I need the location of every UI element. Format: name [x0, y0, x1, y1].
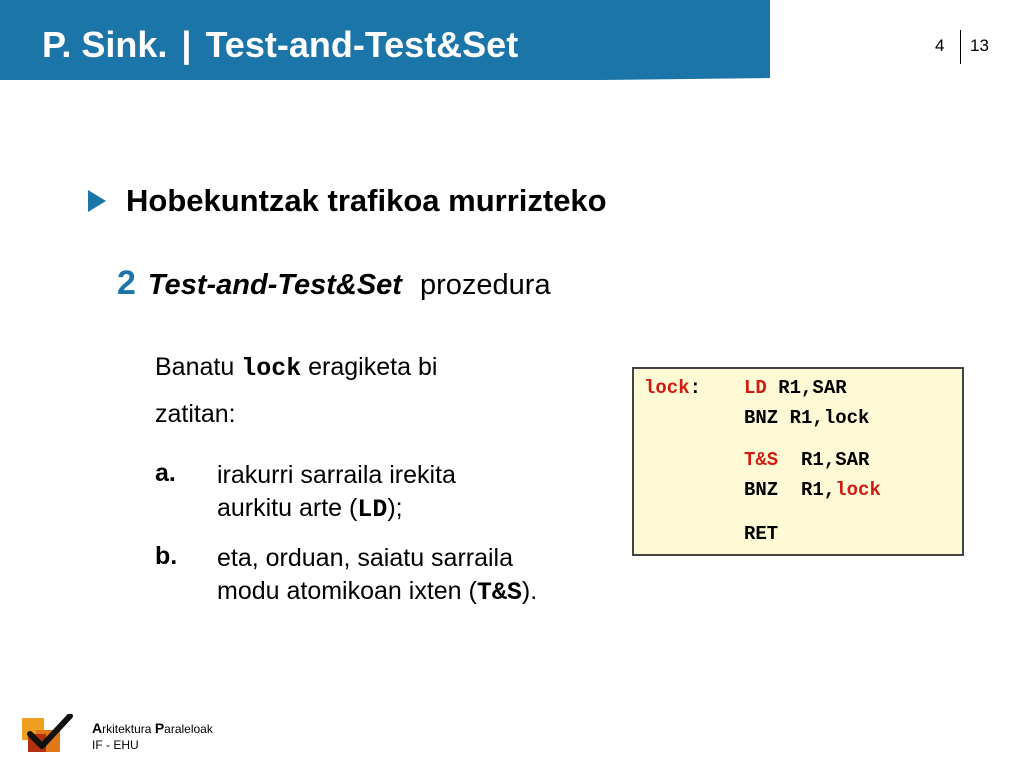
item-b-label: b. [155, 542, 178, 570]
code-ts: T&S [476, 577, 522, 607]
code-lock: lock [241, 354, 302, 383]
slide-title [42, 24, 518, 66]
item-a-label: a. [155, 459, 176, 487]
code-line-3: T&S R1,SAR [744, 449, 870, 471]
title-text: Test-and-Test&Set [205, 24, 519, 65]
code-line-5: RET [744, 523, 779, 545]
item-a-text: irakurri sarraila irekita aurkitu arte (LD); [217, 461, 456, 524]
sub-number: 2 [117, 264, 136, 302]
code-line-2: BNZ R1,lock [744, 407, 870, 429]
checkmark-logo-icon [22, 714, 74, 754]
section-label: P. Sink. [42, 24, 168, 65]
code-ld: LD [357, 494, 388, 524]
code-line-4: BNZ R1,lock [744, 479, 881, 501]
footer-course: Arkitektura Paraleloak [92, 720, 213, 736]
code-line-1-instr: LD R1,SAR [744, 377, 847, 399]
triangle-bullet-icon [88, 190, 106, 212]
item-b-text: eta, orduan, saiatu sarraila modu atomikoan ixten (T&S). [217, 544, 538, 607]
title-separator: | [181, 24, 192, 65]
sub-emphasis: Test-and-Test&Set [147, 269, 402, 301]
intro-line-1: Banatu lock eragiketa bi [155, 353, 438, 383]
page-divider [960, 30, 961, 64]
sub-heading [117, 264, 551, 303]
page-total: 13 [970, 36, 989, 55]
code-box [632, 367, 964, 556]
intro-line-2: zatitan: [155, 400, 236, 428]
sub-tail: prozedura [419, 269, 551, 301]
footer-institution: IF - EHU [92, 738, 139, 752]
bullet-heading [88, 183, 607, 219]
code-line-1: lock: [644, 377, 702, 399]
bullet-text: Hobekuntzak trafikoa murrizteko [126, 183, 607, 218]
page-current: 4 [935, 36, 945, 55]
